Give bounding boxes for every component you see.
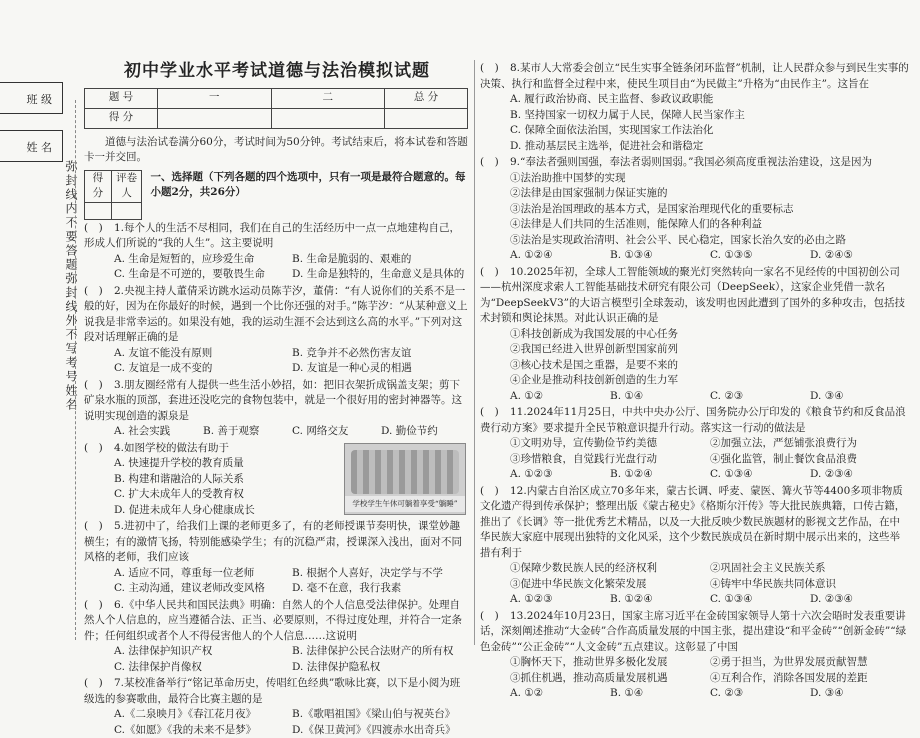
statement: ②勇于担当，为世界发展贡献智慧 <box>710 655 910 671</box>
option: D. 毫不在意，我行我素 <box>292 581 470 597</box>
grader-cell <box>85 202 112 219</box>
grader-table <box>84 170 142 220</box>
option: B. ①②④ <box>610 592 710 608</box>
statement: ③抓住机遇，推动高质量发展机遇 <box>510 671 710 687</box>
score-header-cell: 二 <box>271 88 385 108</box>
option: B. 法律保护公民合法财产的所有权 <box>292 644 470 660</box>
exam-note: 道德与法治试卷满分60分，考试时间为50分钟。考试结束后，将本试卷和答题卡一并交回。 <box>84 135 470 166</box>
option: B. 竞争并不必然伤害友谊 <box>292 346 470 362</box>
score-header-cell: 一 <box>158 88 272 108</box>
question-stem: 2024年11月25日，中共中央办公厅、国务院办公厅印发的《粮食节约和反食品浪费行动方案》要求提升全民节粮意识提升行动。落实这一行动的做法是 <box>480 406 906 434</box>
statement: ②我国已经进入世界创新型国家前列 <box>480 342 910 358</box>
name-box <box>0 130 63 162</box>
statement: ①胸怀天下，推动世界多极化发展 <box>510 655 710 671</box>
option: C. 网络交友 <box>292 424 381 440</box>
option: A. ①② <box>510 389 610 405</box>
statement: ④法律是人们共同的生活准则，能保障人们的各种利益 <box>480 217 910 233</box>
option: C. 主动沟通，建议老师改变风格 <box>114 581 292 597</box>
statement: ④强化监管，制止餐饮食品浪费 <box>710 452 910 468</box>
option: C. 生命是不可逆的，要敬畏生命 <box>114 267 292 283</box>
option: D. 推动基层民主选举，促进社会和谐稳定 <box>480 139 910 155</box>
statement: ①科技创新成为我国发展的中心任务 <box>480 327 910 343</box>
score-cell <box>158 108 272 128</box>
option: B. 构建和谐融洽的人际关系 <box>84 472 470 488</box>
question-stem: 朋友圈经常有人提供一些生活小妙招，如：把旧衣架折成锅盖支架；剪下矿泉水瓶的顶部，套进还没吃完的食物包装中，就是一个很好用的密封神器等。这说明实现创造的源泉是 <box>84 379 462 422</box>
question-3: ( ) 3.朋友圈经常有人提供一些生活小妙招，如：把旧衣架折成锅盖支架；剪下矿泉水瓶的顶部，套进还没吃完的食物包装中，就是一个很好用的密封神器等。这说明实现创造的源泉是 A. 社会实践 B. 善于观察 C. 网络交友 D. 勤俭节约 <box>84 378 470 440</box>
option: A. ①②③ <box>510 467 610 483</box>
option: B. 坚持国家一切权力属于人民，保障人民当家作主 <box>480 108 910 124</box>
students-image <box>351 450 459 494</box>
option: A. ①②③ <box>510 592 610 608</box>
statement: ②法律是由国家强制力保证实施的 <box>480 186 910 202</box>
class-label: 班 级 <box>27 91 53 107</box>
question-13: ( ) 13.2024年10月23日，国家主席习近平在金砖国家领导人第十六次会晤时发表重要讲话，深刻阐述推动“大金砖”合作高质量发展的中国主张，提出建设“和平金砖”“创新金砖”“绿色金砖”“公正金砖”“人文金砖”五点建议。这彰显了中国 ①胸怀天下，推动世界多极化发展 ②勇于担当，为世界发展贡献智慧 ③抓住机遇，推动高质量发展机遇 ④互利合作，消除各国发展的差距 A. ①② B. ①④ C. ②③ D. ③④ <box>480 609 910 702</box>
question-stem: 每个人的生活不尽相同，我们在自己的生活经历中一点一点地建构自己，形成人们所说的“我的人生”。这主要说明 <box>84 222 460 250</box>
statement: ④铸牢中华民族共同体意识 <box>710 577 910 593</box>
question-stem: 进初中了，给我们上课的老师更多了，有的老师授课节奏明快，课堂妙趣横生；有的激情飞扬，特别能感染学生；有的沉稳严肃，授课深入浅出，面对不同风格的老师，我们应该 <box>84 520 462 563</box>
question-10: ( ) 10.2025年初，全球人工智能领域的聚光灯突然转向一家名不见经传的中国初创公司——杭州深度求索人工智能基础技术研究有限公司（DeepSeek），这家企业凭借一款名为“DeepSeekV3”的大语言模型引全球轰动，该发明也因此遭到了国外的多种攻击，包括技术封锁和舆论抹黑。对此认识正确的是 ①科技创新成为我国发展的中心任务 ②我国已经进入世界创新型国家前列 ③核心技术是国之重器，是要不来的 ④企业是推动科技创新创造的生力军 A. ①② B. ①④ C. ②③ D. ③④ <box>480 265 910 405</box>
option: A. ①② <box>510 686 610 702</box>
statement: ①文明劝导，宣传勤俭节约美德 <box>510 436 710 452</box>
option: C. 保障全面依法治国，实现国家工作法治化 <box>480 123 910 139</box>
grader-label: 得 分 <box>85 170 112 202</box>
option: A. 履行政治协商、民主监督、参政议政职能 <box>480 92 910 108</box>
seal-dashed-line <box>75 100 76 640</box>
option: B. 善于观察 <box>203 424 292 440</box>
statement: ③促进中华民族文化繁荣发展 <box>510 577 710 593</box>
statement: ③核心技术是国之重器，是要不来的 <box>480 358 910 374</box>
option: A. 友谊不能没有原则 <box>114 346 292 362</box>
option: D. 生命是独特的，生命意义是具体的 <box>292 267 470 283</box>
option: C. ②③ <box>710 389 810 405</box>
question-1: ( ) 1.每个人的生活不尽相同，我们在自己的生活经历中一点一点地建构自己，形成人们所说的“我的人生”。这主要说明 A. 生命是短暂的，应珍爱生命 B. 生命是脆弱的、艰难的 C. 生命是不可逆的，要敬畏生命 D. 生命是独特的，生命意义是具体的 <box>84 221 470 283</box>
option: A. ①②④ <box>510 248 610 264</box>
option: B. 生命是脆弱的、艰难的 <box>292 252 470 268</box>
score-header-cell: 总 分 <box>385 88 468 108</box>
section1-header <box>84 170 470 220</box>
school-nap-photo <box>344 443 466 515</box>
question-stem: 2025年初，全球人工智能领域的聚光灯突然转向一家名不见经传的中国初创公司——杭州深度求索人工智能基础技术研究有限公司（DeepSeek），这家企业凭借一款名为“DeepSeekV3”的大语言模型引全球轰动，该发明也因此遭到了国外的多种攻击，包括技术封锁和舆论抹黑。对此认识正确的是 <box>480 266 905 325</box>
option: B. ①③④ <box>610 248 710 264</box>
question-stem: 内蒙古自治区成立70多年来，蒙古长调、呼麦、蒙医、篝火节等4400多项非物质文化遗产得到传承保护；整理出版《蒙古秘史》《格斯尔汗传》等大批民族典籍，口传古籍，推出了《长调》等一批优秀艺术精品，以及一大批反映少数民族题材的影视文艺作品，在中华民族大家庭中展现出独特的文化风采，这个少数民族成员在新时期中展示出来的，这些举措有利于 <box>480 485 905 559</box>
question-stem: 某校准备举行“铭记革命历史，传唱红色经典”歌咏比赛，以下是小阅为班级选的参赛歌曲，最符合比赛主题的是 <box>84 677 460 705</box>
statement: ④企业是推动科技创新创造的生力军 <box>480 373 910 389</box>
option: C. ①③④ <box>710 467 810 483</box>
question-6: ( ) 6.《中华人民共和国民法典》明确：自然人的个人信息受法律保护。处理自然人个人信息的，应当遵循合法、正当、必要原则，不得过度处理，并符合一定条件；任何组织或者个人不得侵害他人的个人信息……这说明 A. 法律保护知识产权 B. 法律保护公民合法财产的所有权 C. 法律保护肖像权 D. 法律保护隐私权 <box>84 598 470 676</box>
score-row-label: 得 分 <box>85 108 158 128</box>
question-8: ( ) 8.某市人大常委会创立“民生实事全链条闭环监督”机制，让人民群众参与到民生实事的决策、执行和监督全过程中来，使民生项目由“为民做主”升格为“由民作主”。这旨在 A. 履行政治协商、民主监督、参政议政职能 B. 坚持国家一切权力属于人民，保障人民当家作主 C. 保障全面依法治国，实现国家工作法治化 D. 推动基层民主选举，促进社会和谐稳定 <box>480 61 910 154</box>
question-stem: 《中华人民共和国民法典》明确：自然人的个人信息受法律保护。处理自然人个人信息的，应当遵循合法、正当、必要原则，不得过度处理，并符合一定条件；任何组织或者个人不得侵害他人的个人信息……这说明 <box>84 599 462 642</box>
option: D.《保卫黄河》《四渡赤水出奇兵》 <box>292 723 470 738</box>
statement: ②巩固社会主义民族关系 <box>710 561 910 577</box>
question-stem: 某市人大常委会创立“民生实事全链条闭环监督”机制，让人民群众参与到民生实事的决策、执行和监督全过程中来，使民生项目由“为民做主”升格为“由民作主”。这旨在 <box>480 62 909 90</box>
score-cell <box>385 108 468 128</box>
option: D. ②③④ <box>810 592 910 608</box>
question-12: ( ) 12.内蒙古自治区成立70多年来，蒙古长调、呼麦、蒙医、篝火节等4400多项非物质文化遗产得到传承保护；整理出版《蒙古秘史》《格斯尔汗传》等大批民族典籍，口传古籍，推出了《长调》等一批优秀艺术精品，以及一大批反映少数民族题材的影视文艺作品，在中华民族大家庭中展现出独特的文化风采，这个少数民族成员在新时期中展示出来的，这些举措有利于 ①保障少数民族人民的经济权利 ②巩固社会主义民族关系 ③促进中华民族文化繁荣发展 ④铸牢中华民族共同体意识 A. ①②③ B. ①②④ C. ①③④ D. ②③④ <box>480 484 910 608</box>
option: A. 适应不同，尊重每一位老师 <box>114 566 292 582</box>
option: C.《如愿》《我的未来不是梦》 <box>114 723 292 738</box>
right-column <box>480 60 910 650</box>
question-stem: “奉法者强则国强，奉法者弱则国弱。”我国必须高度重视法治建设，这是因为 <box>520 156 872 168</box>
option: A.《二泉映月》《春江花月夜》 <box>114 707 292 723</box>
grader-label: 评卷人 <box>111 170 142 202</box>
option: D. ②③④ <box>810 467 910 483</box>
binding-vertical-text: 弥封线内不要答题弥封线外不写考号姓名 <box>64 160 80 412</box>
option: C. 友谊是一成不变的 <box>114 361 292 377</box>
option: B. ①④ <box>610 686 710 702</box>
option: C. ②③ <box>710 686 810 702</box>
option: C. ①③④ <box>710 592 810 608</box>
option: D. 法律保护隐私权 <box>292 660 470 676</box>
class-box <box>0 82 63 114</box>
question-5: ( ) 5.进初中了，给我们上课的老师更多了，有的老师授课节奏明快，课堂妙趣横生；有的激情飞扬，特别能感染学生；有的沉稳严肃，授课深入浅出，面对不同风格的老师，我们应该 A. 适应不同，尊重每一位老师 B. 根据个人喜好，决定学与不学 C. 主动沟通，建议老师改变风格 D. 毫不在意，我行我素 <box>84 519 470 597</box>
statement: ④互利合作，消除各国发展的差距 <box>710 671 910 687</box>
statement: ①法治助推中国梦的实现 <box>480 171 910 187</box>
column-separator <box>474 60 475 645</box>
option: D. ②④⑤ <box>810 248 910 264</box>
option: D. ③④ <box>810 686 910 702</box>
option: A. 社会实践 <box>114 424 203 440</box>
option: B. 根据个人喜好，决定学与不学 <box>292 566 470 582</box>
option: C. 扩大未成年人的受教育权 <box>84 487 470 503</box>
left-column <box>84 60 470 650</box>
section1-title: 一、选择题（下列各题的四个选项中，只有一项是最符合题意的。每小题2分，共26分） <box>150 170 470 200</box>
name-label: 姓 名 <box>27 139 53 155</box>
question-stem: 央视主持人董倩采访跳水运动员陈芋汐，董倩：“有人说你们的关系不是一般的好，因为在你最好的时候，遇到一个比你还强的对手。”陈芋汐：“从某种意义上说我是非常幸运的。如果没有她，我的运动生涯不会达到这么高的水平。”下列对这段对话理解正确的是 <box>84 285 467 344</box>
question-11: ( ) 11.2024年11月25日，中共中央办公厅、国务院办公厅印发的《粮食节约和反食品浪费行动方案》要求提升全民节粮意识提升行动。落实这一行动的做法是 ①文明劝导，宣传勤俭节约美德 ②加强立法，严惩铺张浪费行为 ③珍惜粮食，自觉践行光盘行动 ④强化监管，制止餐饮食品浪费 A. ①②③ B. ①②④ C. ①③④ D. ②③④ <box>480 405 910 483</box>
statement: ③法治是治国理政的基本方式，是国家治理现代化的重要标志 <box>480 202 910 218</box>
option: D. 友谊是一种心灵的相遇 <box>292 361 470 377</box>
score-table <box>84 88 468 129</box>
option: C. 法律保护肖像权 <box>114 660 292 676</box>
option: D. 勤俭节约 <box>381 424 470 440</box>
question-4: 学校学生午休可躺着享受“躺睡” ( ) 4.如图学校的做法有助于 A. 快速提升学校的教育质量 B. 构建和谐融洽的人际关系 C. 扩大未成年人的受教育权 D. 促进未成年人身心健康成长 <box>84 441 470 519</box>
score-header-cell: 题 号 <box>85 88 158 108</box>
exam-title: 初中学业水平考试道德与法治模拟试题 <box>84 64 470 80</box>
option: A. 快速提升学校的教育质量 <box>84 456 470 472</box>
grader-cell <box>111 202 142 219</box>
option: A. 法律保护知识产权 <box>114 644 292 660</box>
photo-caption: 学校学生午休可躺着享受“躺睡” <box>345 496 465 512</box>
option: B. ①②④ <box>610 467 710 483</box>
option: B. ①④ <box>610 389 710 405</box>
option: D. ③④ <box>810 389 910 405</box>
option: D. 促进未成年人身心健康成长 <box>84 503 470 519</box>
score-cell <box>271 108 385 128</box>
statement: ①保障少数民族人民的经济权利 <box>510 561 710 577</box>
statement: ⑤法治是实现政治清明、社会公平、民心稳定，国家长治久安的必由之路 <box>480 233 910 249</box>
question-stem: 2024年10月23日，国家主席习近平在金砖国家领导人第十六次会晤时发表重要讲话，深刻阐述推动“大金砖”合作高质量发展的中国主张，提出建设“和平金砖”“创新金砖”“绿色金砖”“公正金砖”“人文金砖”五点建议。这彰显了中国 <box>480 610 906 653</box>
statement: ③珍惜粮食，自觉践行光盘行动 <box>510 452 710 468</box>
question-2: ( ) 2.央视主持人董倩采访跳水运动员陈芋汐，董倩：“有人说你们的关系不是一般的好，因为在你最好的时候，遇到一个比你还强的对手。”陈芋汐：“从某种意义上说我是非常幸运的。如果没有她，我的运动生涯不会达到这么高的水平。”下列对这段对话理解正确的是 A. 友谊不能没有原则 B. 竞争并不必然伤害友谊 C. 友谊是一成不变的 D. 友谊是一种心灵的相遇 <box>84 284 470 377</box>
question-stem: 如图学校的做法有助于 <box>124 442 229 454</box>
option: B.《歌唱祖国》《梁山伯与祝英台》 <box>292 707 470 723</box>
option: A. 生命是短暂的，应珍爱生命 <box>114 252 292 268</box>
question-7: ( ) 7.某校准备举行“铭记革命历史，传唱红色经典”歌咏比赛，以下是小阅为班级选的参赛歌曲，最符合比赛主题的是 A.《二泉映月》《春江花月夜》 B.《歌唱祖国》《梁山伯与祝英台》 C.《如愿》《我的未来不是梦》 D.《保卫黄河》《四渡赤水出奇兵》 <box>84 676 470 738</box>
statement: ②加强立法，严惩铺张浪费行为 <box>710 436 910 452</box>
option: C. ①③⑤ <box>710 248 810 264</box>
binding-strip <box>0 82 64 642</box>
question-9: ( ) 9.“奉法者强则国强，奉法者弱则国弱。”我国必须高度重视法治建设，这是因为 ①法治助推中国梦的实现 ②法律是由国家强制力保证实施的 ③法治是治国理政的基本方式，是国家治理现代化的重要标志 ④法律是人们共同的生活准则，能保障人们的各种利益 ⑤法治是实现政治清明、社会公平、民心稳定，国家长治久安的必由之路 A. ①②④ B. ①③④ C. ①③⑤ D. ②④⑤ <box>480 155 910 264</box>
